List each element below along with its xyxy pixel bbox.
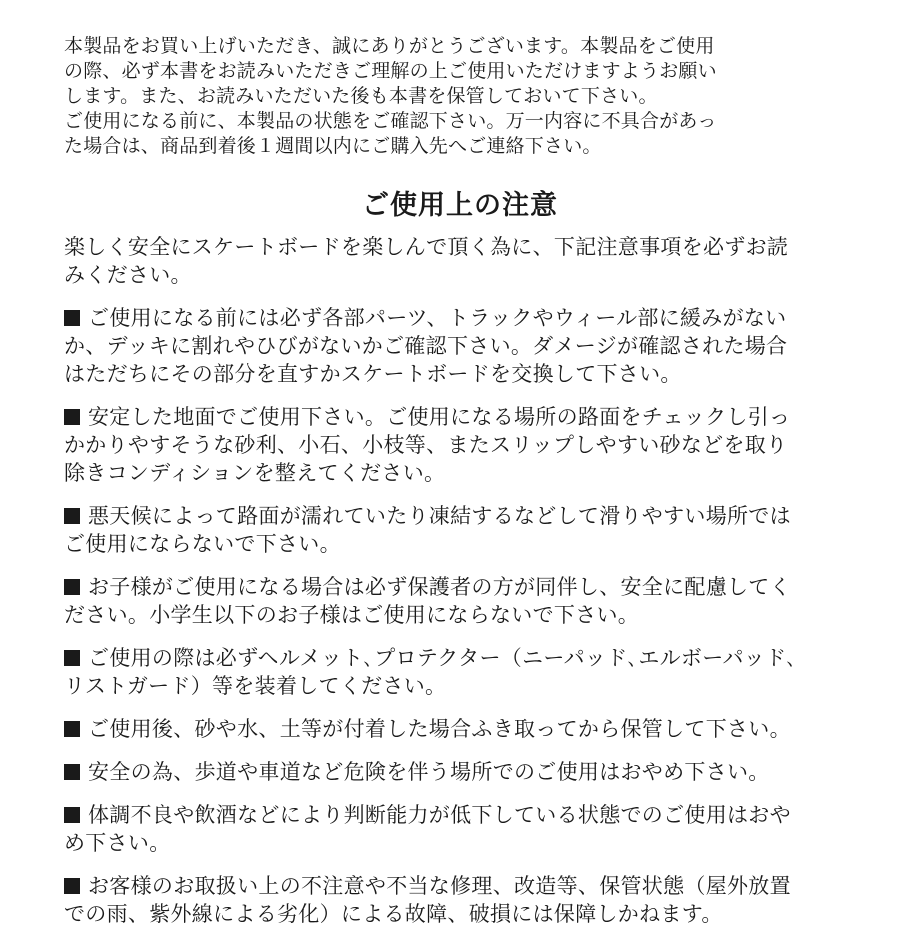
caution-text: ご使用後、砂や水、土等が付着した場合ふき取ってから保管して下さい。 [88,717,791,741]
intro-line: た場合は、商品到着後１週間以内にご購入先へご連絡下さい。 [64,135,602,157]
caution-item-2 [64,403,856,487]
section-title: ご使用上の注意 [362,190,558,221]
caution-item-8 [64,801,856,857]
caution-line [64,758,856,786]
caution-line: 除きコンディションを整えてください。 [64,461,446,485]
intro-line: 本製品をお買い上げいただき、誠にありがとうございます。本製品をご使用 [64,35,715,57]
caution-item-3 [64,502,856,558]
caution-text: ご使用の際は必ずヘルメット､プロテクター（ニーパッド､エルボーパッド､ [88,646,798,670]
caution-text: 体調不良や飲酒などにより判断能力が低下している状態でのご使用はおや [88,803,791,827]
bullet-square-icon [64,310,80,326]
bullet-square-icon [64,508,80,524]
bullet-square-icon [64,764,80,780]
caution-line [64,872,856,900]
caution-line [64,403,856,431]
caution-item-5 [64,644,856,700]
caution-line: め下さい。 [64,831,171,855]
caution-text: ご使用になる前には必ず各部パーツ、トラックやウィール部に緩みがない [88,306,787,330]
bullet-square-icon [64,721,80,737]
caution-line: ご使用にならないで下さい。 [64,532,341,556]
caution-line: ださい。小学生以下のお子様はご使用にならないで下さい。 [64,603,640,627]
caution-item-4 [64,573,856,629]
caution-item-1 [64,304,856,388]
bullet-square-icon [64,650,80,666]
intro-paragraph [64,34,856,159]
caution-text: 安定した地面でご使用下さい。ご使用になる場所の路面をチェックし引っ [88,405,791,429]
caution-line: はただちにその部分を直すかスケートボードを交換して下さい。 [64,362,682,386]
lead-line: 楽しく安全にスケートボードを楽しんで頂く為に、下記注意事項を必ずお読 [64,235,789,259]
caution-line [64,644,856,672]
caution-text: 安全の為、歩道や車道など危険を伴う場所でのご使用はおやめ下さい。 [88,760,770,784]
lead-paragraph [64,233,856,289]
intro-line: します。また、お読みいただいた後も本書を保管しておいて下さい。 [64,85,658,107]
caution-line [64,304,856,332]
caution-line [64,801,856,829]
bullet-square-icon [64,579,80,595]
caution-line: での雨、紫外線による劣化）による故障、破損には保障しかねます。 [64,902,723,926]
bullet-square-icon [64,807,80,823]
caution-item-7 [64,758,856,786]
caution-line: リストガード）等を装着してください。 [64,674,447,698]
document-page [64,34,856,928]
lead-line: みください。 [64,263,192,287]
caution-text: お客様のお取扱い上の不注意や不当な修理、改造等、保管状態（屋外放置 [88,874,791,898]
caution-line [64,502,856,530]
bullet-square-icon [64,878,80,894]
caution-line [64,715,856,743]
caution-item-6 [64,715,856,743]
caution-line: かかりやすそうな砂利、小石、小枝等、またスリップしやすい砂などを取り [64,433,788,457]
bullet-square-icon [64,409,80,425]
caution-line [64,573,856,601]
intro-line: の際、必ず本書をお読みいただきご理解の上ご使用いただけますようお願い [64,60,717,82]
caution-text: 悪天候によって路面が濡れていたり凍結するなどして滑りやすい場所では [88,504,791,528]
caution-text: お子様がご使用になる場合は必ず保護者の方が同伴し、安全に配慮してく [88,575,791,599]
intro-line: ご使用になる前に、本製品の状態をご確認下さい。万一内容に不具合があっ [64,110,717,132]
caution-line: か、デッキに割れやひびがないかご確認下さい。ダメージが確認された場合 [64,334,788,358]
